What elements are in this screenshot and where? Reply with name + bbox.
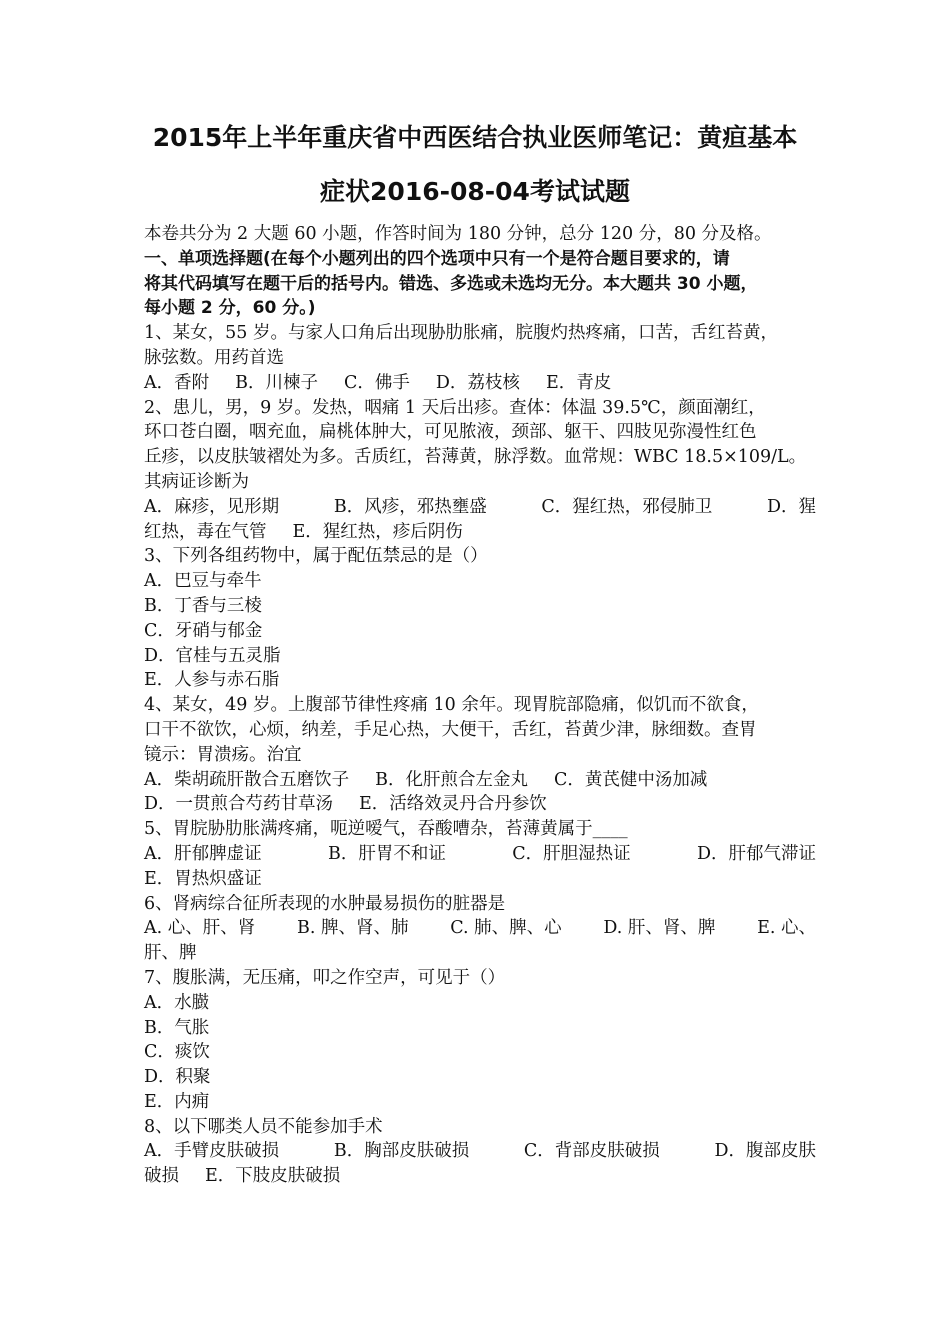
answer-options-line (144, 495, 816, 520)
question-stem-line: 脉弦数。用药首选 (144, 347, 284, 368)
question-stem-line: 2、患儿，男，9 岁。发热，咽痛 1 天后出疹。查体：体温 39.5℃，颜面潮红， (144, 397, 766, 418)
section-heading-line: 将其代码填写在题干后的括号内。错选、多选或未选均无分。本大题共 30 小题， (144, 273, 758, 294)
answer-option: A．手臂皮肤破损 (144, 1141, 280, 1162)
answer-option: 破损 (144, 1166, 179, 1187)
answer-option: D．猩 (766, 496, 816, 517)
section-heading-line: 一、单项选择题(在每个小题列出的四个选项中只有一个是符合题目要求的，请 (144, 248, 730, 269)
question-item (144, 321, 816, 395)
answer-option: D．一贯煎合芍药甘草汤 (144, 794, 334, 815)
answer-option: E．胃热炽盛证 (144, 868, 262, 889)
answer-option: D．腹部皮肤 (714, 1141, 816, 1162)
question-stem-line: 丘疹，以皮肤皱褶处为多。舌质红，苔薄黄，脉浮数。血常规：WBC 18.5×109/L。 (144, 447, 807, 468)
answer-option: D．积聚 (144, 1067, 211, 1088)
answer-options-line (144, 569, 816, 594)
question-list (144, 321, 816, 1189)
answer-options-line (144, 1040, 816, 1065)
question-stem-line: 1、某女，55 岁。与家人口角后出现胁肋胀痛，脘腹灼热疼痛，口苦，舌红苔黄， (144, 323, 778, 344)
answer-options-line (144, 916, 816, 941)
question-item (144, 693, 816, 817)
answer-options-line (144, 644, 816, 669)
answer-option: A．香附 (144, 372, 210, 393)
answer-option: A．巴豆与牵牛 (144, 571, 262, 592)
answer-option: E. 心、 (757, 918, 816, 939)
answer-option: B．川楝子 (235, 372, 319, 393)
question-stem-line: 3、下列各组药物中，属于配伍禁忌的是（） (144, 546, 488, 567)
question-item (144, 892, 816, 966)
answer-options-line (144, 941, 816, 966)
answer-option: A．水臌 (144, 992, 210, 1013)
answer-options-line (144, 594, 816, 619)
question-stem-line: 7、腹胀满，无压痛，叩之作空声，可见于（） (144, 967, 506, 988)
answer-options-line (144, 1139, 816, 1164)
answer-options-line (144, 991, 816, 1016)
answer-option: D．荔枝核 (435, 372, 520, 393)
answer-option: A．肝郁脾虚证 (144, 843, 262, 864)
question-stem-line: 镜示：胃溃疡。治宜 (144, 744, 302, 765)
answer-option: B．风疹，邪热壅盛 (333, 496, 487, 517)
answer-option: E．活络效灵丹合丹参饮 (359, 794, 547, 815)
question-stem-line: 4、某女，49 岁。上腹部节律性疼痛 10 余年。现胃脘部隐痛，似饥而不欲食， (144, 695, 759, 716)
answer-option: A．麻疹，见形期 (144, 496, 280, 517)
answer-option: E．内痈 (144, 1091, 210, 1112)
question-item (144, 966, 816, 1115)
question-stem-line: 其病证诊断为 (144, 471, 249, 492)
section-heading-line: 每小题 2 分，60 分。) (144, 298, 316, 319)
answer-options-line (144, 668, 816, 693)
answer-options-line (144, 1016, 816, 1041)
question-stem-line: 8、以下哪类人员不能参加手术 (144, 1116, 383, 1137)
question-item (144, 1115, 816, 1189)
answer-option: A．柴胡疏肝散合五磨饮子 (144, 769, 350, 790)
document-body (144, 222, 816, 1189)
answer-option: C．佛手 (344, 372, 410, 393)
answer-options-line (144, 1164, 816, 1189)
answer-options-line (144, 1065, 816, 1090)
answer-option: B. 脾、肾、肺 (296, 918, 409, 939)
answer-option: B．肝胃不和证 (327, 843, 446, 864)
document-title-line-1: 2015年上半年重庆省中西医结合执业医师笔记：黄疸基本 (152, 123, 798, 152)
answer-option: 肝、脾 (144, 943, 197, 964)
answer-option: E．青皮 (545, 372, 612, 393)
answer-option: C．痰饮 (144, 1042, 210, 1063)
answer-option: E．下肢皮肤破损 (205, 1166, 341, 1187)
answer-option: B．丁香与三棱 (144, 595, 262, 616)
answer-option: C．猩红热，邪侵肺卫 (541, 496, 713, 517)
answer-option: C．黄芪健中汤加减 (554, 769, 708, 790)
answer-options-line (144, 520, 816, 545)
answer-options-line (144, 768, 816, 793)
answer-options-line (144, 792, 816, 817)
question-item (144, 817, 816, 891)
answer-option: D. 肝、肾、脾 (603, 918, 716, 939)
question-item (144, 396, 816, 545)
answer-option: C．肝胆湿热证 (512, 843, 631, 864)
answer-option: C．背部皮肤破损 (523, 1141, 660, 1162)
answer-option: B．气胀 (144, 1017, 210, 1038)
answer-option: B．化肝煎合左金丸 (375, 769, 529, 790)
answer-option: C．牙硝与郁金 (144, 620, 263, 641)
answer-option: E．人参与赤石脂 (144, 670, 280, 691)
question-stem-line: 口干不欲饮，心烦，纳差，手足心热，大便干，舌红，苔黄少津，脉细数。查胃 (144, 719, 757, 740)
question-stem-line: 环口苍白圈，咽充血，扁桃体肿大，可见脓液，颈部、躯干、四肢见弥漫性红色 (144, 422, 757, 443)
answer-option: D．官桂与五灵脂 (144, 645, 281, 666)
answer-option: 红热，毒在气管 (144, 521, 267, 542)
question-stem-line: 5、胃脘胁肋胀满疼痛，呃逆嗳气，吞酸嘈杂，苔薄黄属于____ (144, 819, 628, 840)
answer-option: E．猩红热，疹后阴伤 (292, 521, 463, 542)
answer-options-line (144, 1090, 816, 1115)
answer-option: D．肝郁气滞证 (696, 843, 816, 864)
answer-option: B．胸部皮肤破损 (333, 1141, 470, 1162)
question-stem-line: 6、肾病综合征所表现的水肿最易损伤的脏器是 (144, 893, 506, 914)
question-item (144, 544, 816, 693)
document-title-line-2: 症状2016-08-04考试试题 (320, 177, 630, 206)
answer-option: A. 心、肝、肾 (144, 918, 256, 939)
answer-options-line (144, 842, 816, 867)
answer-options-line (144, 619, 816, 644)
answer-options-line (144, 371, 816, 396)
exam-intro: 本卷共分为 2 大题 60 小题，作答时间为 180 分钟，总分 120 分，80 分及格。 (144, 224, 772, 244)
answer-options-line (144, 867, 816, 892)
answer-option: C. 肺、脾、心 (450, 918, 562, 939)
